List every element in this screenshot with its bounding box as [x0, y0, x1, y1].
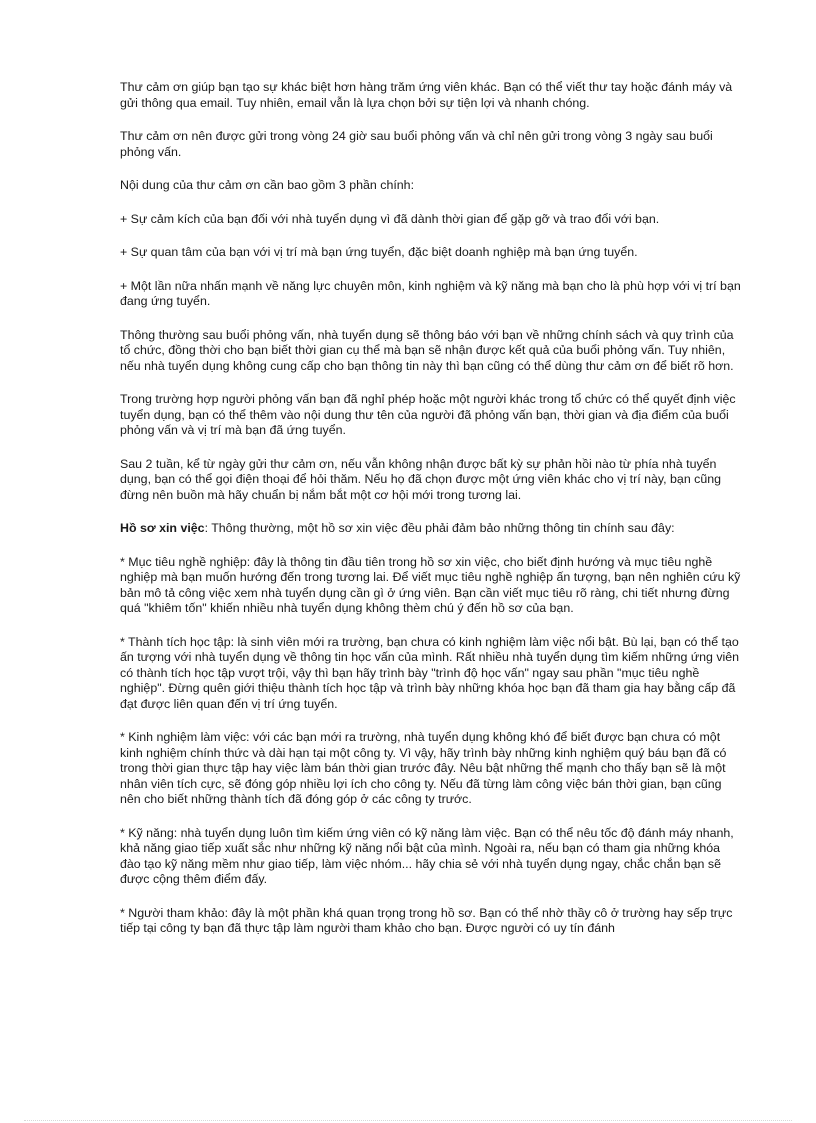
paragraph-follow-up-policy: Thông thường sau buổi phỏng vấn, nhà tuyển dụng sẽ thông báo với bạn về những chính sách và quy trình của tổ chức, đồng thời cho bạn biết thời gian cụ thể mà bạn sẽ nhận được kết quả của buổi phỏng vấn. Tuy nhiên, nếu nhà tuyển dụng không cung cấp cho bạn thông tin này thì bạn cũng có thể dùng thư cảm ơn để biết rõ hơn. — [120, 327, 734, 373]
resume-heading — [120, 521, 742, 537]
paragraph-send-timing: Thư cảm ơn nên được gửi trong vòng 24 giờ sau buổi phỏng vấn và chỉ nên gửi trong vòng 3 ngày sau buổi phỏng vấn. — [120, 129, 713, 159]
paragraph-other-decision-maker: Trong trường hợp người phỏng vấn bạn đã nghỉ phép hoặc một người khác trong tổ chức có thể quyết định việc tuyển dụng, bạn có thể thêm vào nội dung thư tên của người đã phỏng vấn bạn, thời gian và địa điểm của buổi phỏng vấn và vị trí mà bạn đã ứng tuyển. — [120, 392, 736, 437]
resume-item-career-objective: * Mục tiêu nghề nghiệp: đây là thông tin đầu tiên trong hồ sơ xin việc, cho biết định hướng và mục tiêu nghề nghiệp mà bạn muốn hướng đến trong tương lai. Để viết mục tiêu nghề nghiệp ấn tượng, bạn nên nghiên cứu kỹ bản mô tả công việc xem nhà tuyển dụng cần gì ở ứng viên. Bạn cần viết mục tiêu rõ ràng, chi tiết nhưng đừng quá "khiêm tốn" khiến nhiều nhà tuyển dụng không thèm chú ý đến hồ sơ của bạn. — [120, 554, 741, 615]
list-item-competence: + Một lần nữa nhấn mạnh về năng lực chuyên môn, kinh nghiệm và kỹ năng mà bạn cho là phù hợp với vị trí bạn đang ứng tuyển. — [120, 278, 741, 308]
paragraph-thank-you-intro: Thư cảm ơn giúp bạn tạo sự khác biệt hơn hàng trăm ứng viên khác. Bạn có thể viết thư tay hoặc đánh máy và gửi thông qua email. Tuy nhiên, email vẫn là lựa chọn bởi sự tiện lợi và nhanh chóng. — [120, 80, 733, 110]
list-item-appreciation: + Sự cảm kích của bạn đối với nhà tuyển dụng vì đã dành thời gian để gặp gỡ và trao đổi với bạn. — [120, 211, 660, 226]
page-divider — [24, 1120, 792, 1121]
resume-item-skills: * Kỹ năng: nhà tuyển dụng luôn tìm kiếm ứng viên có kỹ năng làm việc. Bạn có thể nêu tốc độ đánh máy nhanh, khả năng giao tiếp xuất sắc như những kỹ năng nổi bật của mình. Ngoài ra, nếu bạn có tham gia những khóa đào tạo kỹ năng mềm như giao tiếp, làm việc nhóm... hãy chia sẻ với nhà tuyển dụng ngay, chắc chắn bạn sẽ được cộng thêm điểm đấy. — [120, 825, 734, 886]
resume-heading-label: Hồ sơ xin việc — [120, 521, 205, 535]
resume-item-work-experience: * Kinh nghiệm làm việc: với các bạn mới ra trường, nhà tuyển dụng không khó để biết được bạn chưa có một kinh nghiệm chính thức và dài hạn tại một công ty. Vì vậy, hãy trình bày những kinh nghiệm quý báu bạn đã có trong thời gian thực tập hay việc làm bán thời gian trước đây. Nêu bật những thế mạnh cho thấy bạn sẽ là một nhân viên tích cực, sẽ đóng góp nhiều lợi ích cho công ty. Nếu đã từng làm công việc bán thời gian, bạn cũng nên cho biết những thành tích đã đóng góp ở các công ty trước. — [120, 730, 727, 806]
resume-item-references: * Người tham khảo: đây là một phần khá quan trọng trong hồ sơ. Bạn có thể nhờ thầy cô ở trường hay sếp trực tiếp tại công ty bạn đã thực tập làm người tham khảo cho bạn. Được người có uy tín đánh — [120, 905, 733, 935]
paragraph-after-two-weeks: Sau 2 tuần, kể từ ngày gửi thư cảm ơn, nếu vẫn không nhận được bất kỳ sự phản hồi nào từ phía nhà tuyển dụng, bạn có thể gọi điện thoại để hỏi thăm. Nếu họ đã chọn được một ứng viên khác cho vị trí này, bạn cũng đừng nên buồn mà hãy chuẩn bị nắm bắt một cơ hội mới trong tương lai. — [120, 456, 722, 502]
resume-item-academic-achievements: * Thành tích học tập: là sinh viên mới ra trường, bạn chưa có kinh nghiệm làm việc nổi bật. Bù lại, bạn có thể tạo ấn tượng với nhà tuyển dụng về thông tin học vấn của mình. Rất nhiều nhà tuyển dụng tìm kiếm những ứng viên có thành tích học tập vượt trội, vậy thì bạn hãy trình bày "trình độ học vấn" ngay sau phần "mục tiêu nghề nghiệp". Đừng quên giới thiệu thành tích học tập và trình bày những khóa học bạn đã tham gia hay bằng cấp đã đạt được liên quan đến vị trí ứng tuyển. — [120, 634, 740, 711]
list-item-interest: + Sự quan tâm của bạn với vị trí mà bạn ứng tuyển, đặc biệt doanh nghiệp mà bạn ứng tuyển. — [120, 245, 638, 259]
paragraph-content-parts: Nội dung của thư cảm ơn cần bao gồm 3 phần chính: — [120, 178, 415, 192]
resume-heading-text: : Thông thường, một hồ sơ xin việc đều phải đảm bảo những thông tin chính sau đây: — [204, 521, 675, 535]
document-body — [120, 80, 742, 955]
